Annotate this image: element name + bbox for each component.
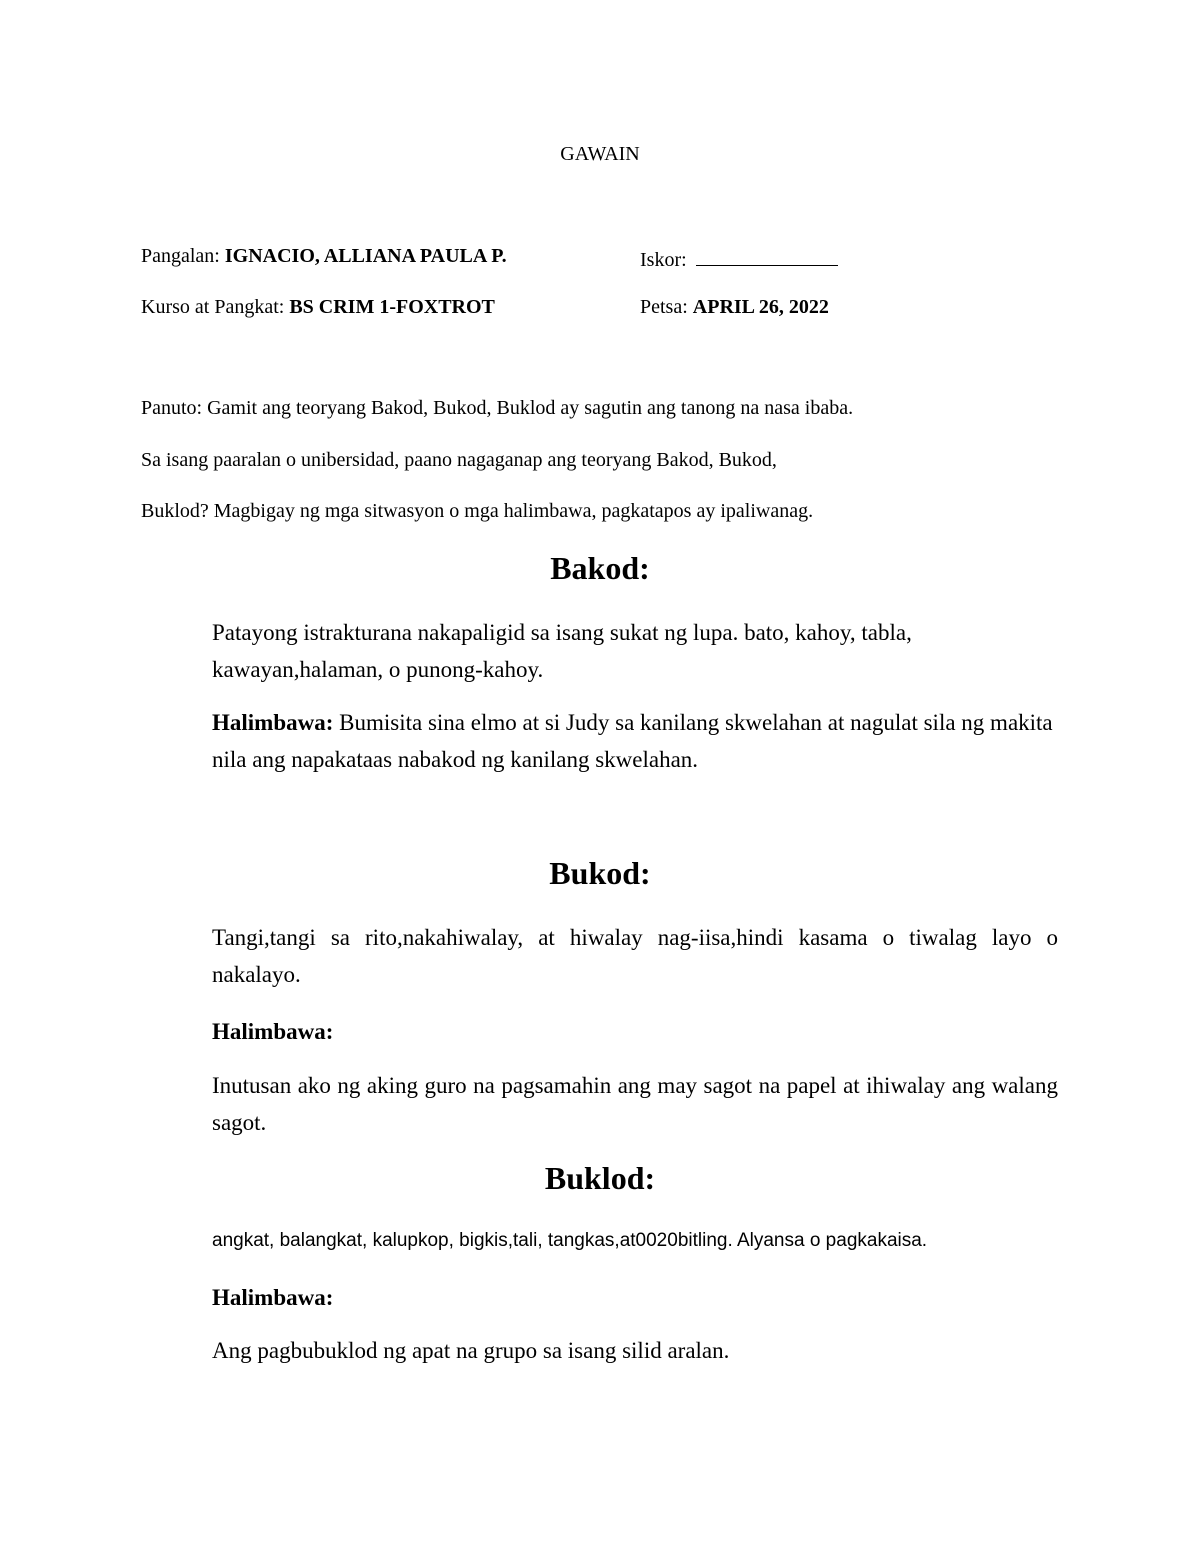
date-label: Petsa: <box>640 296 693 318</box>
bukod-example-label: Halimbawa: <box>212 1019 334 1044</box>
course-value: BS CRIM 1-FOXTROT <box>289 296 495 318</box>
bakod-example-text: Bumisita sina elmo at si Judy sa kanilang skwelahan at nagulat sila ng makita nila ang napakataas nabakod ng kanilang skwelahan. <box>212 710 1053 772</box>
course-line <box>141 296 495 319</box>
score-blank <box>696 245 838 266</box>
score-label: Iskor: <box>640 249 692 271</box>
bakod-heading: Bakod: <box>550 550 650 586</box>
name-label: Pangalan: <box>141 245 225 267</box>
name-line <box>141 245 507 268</box>
bukod-heading: Bukod: <box>549 855 651 891</box>
buklod-example-text: Ang pagbubuklod ng apat na grupo sa isang silid aralan. <box>212 1338 730 1363</box>
instructions-line-1: Panuto: Gamit ang teoryang Bakod, Bukod, Buklod ay sagutin ang tanong na nasa ibaba. <box>141 397 854 419</box>
bakod-example-label: Halimbawa: <box>212 710 334 735</box>
name-value: IGNACIO, ALLIANA PAULA P. <box>224 245 507 267</box>
buklod-example-label: Halimbawa: <box>212 1285 334 1310</box>
instructions-line-3: Buklod? Magbigay ng mga sitwasyon o mga halimbawa, pagkatapos ay ipaliwanag. <box>141 500 814 522</box>
bukod-example-text: Inutusan ako ng aking guro na pagsamahin ang may sagot na papel at ihiwalay ang walang sagot. <box>212 1073 1058 1135</box>
bakod-example <box>212 704 1058 778</box>
course-label: Kurso at Pangkat: <box>141 296 290 318</box>
instructions-line-2: Sa isang paaralan o unibersidad, paano nagaganap ang teoryang Bakod, Bukod, <box>141 449 777 471</box>
buklod-heading: Buklod: <box>544 1160 656 1196</box>
buklod-definition: angkat, balangkat, kalupkop, bigkis,tali, tangkas,at0020bitling. Alyansa o pagkakaisa. <box>212 1230 928 1251</box>
document-title: GAWAIN <box>560 143 640 165</box>
date-line <box>640 296 829 319</box>
score-line <box>640 245 838 272</box>
date-value: APRIL 26, 2022 <box>692 296 829 318</box>
bakod-definition: Patayong istrakturana nakapaligid sa isang sukat ng lupa. bato, kahoy, tabla, kawayan,halaman, o punong-kahoy. <box>212 620 912 682</box>
bukod-definition: Tangi,tangi sa rito,nakahiwalay, at hiwalay nag-iisa,hindi kasama o tiwalag layo o nakalayo. <box>212 925 1058 987</box>
